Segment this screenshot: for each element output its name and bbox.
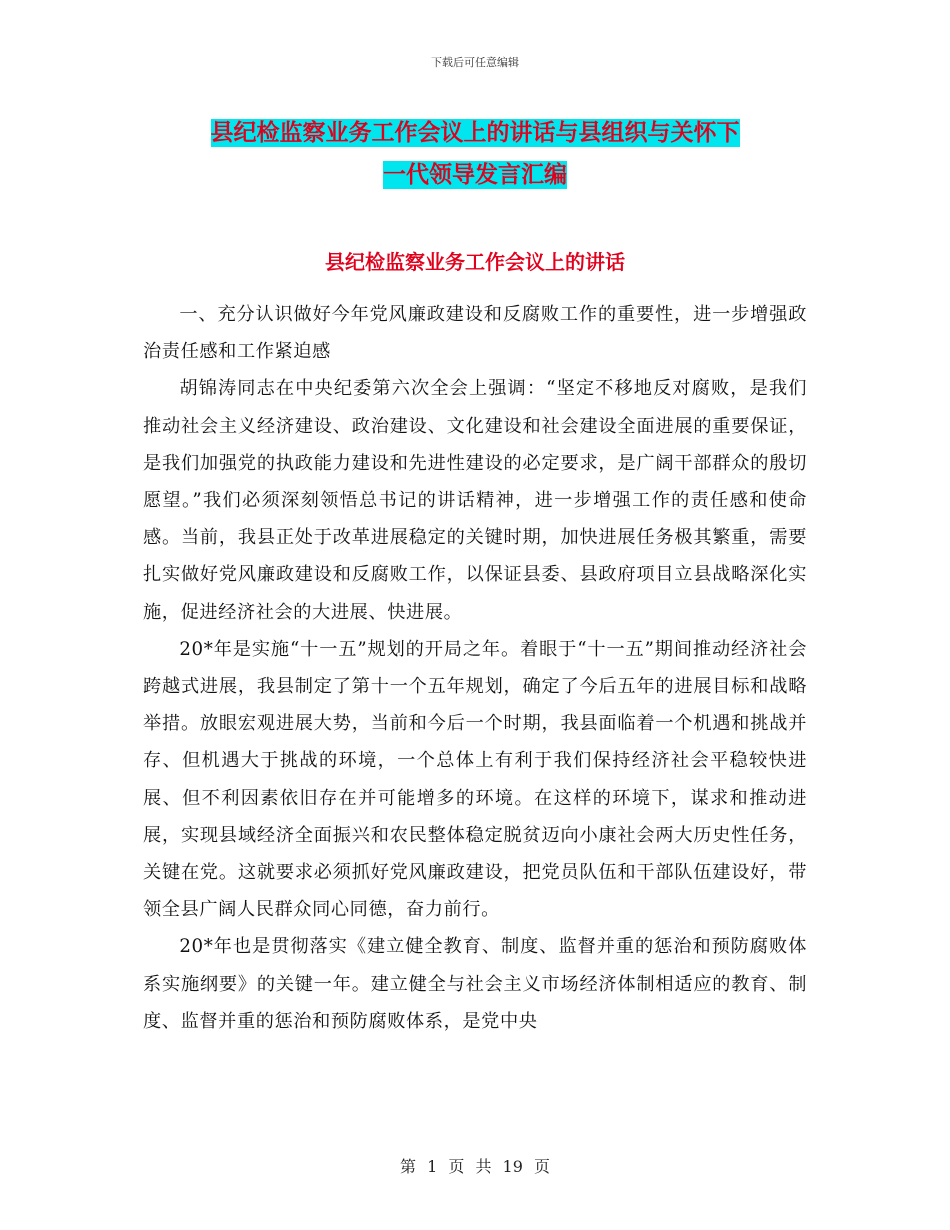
paragraph: 一、充分认识做好今年党风廉政建设和反腐败工作的重要性，进一步增强政治责任感和工作紧迫感 — [143, 304, 807, 363]
document-title-line-2: 一代领导发言汇编 — [383, 162, 567, 188]
paragraph: 胡锦涛同志在中央纪委第六次全会上强调：“坚定不移地反对腐败，是我们推动社会主义经济建设、政治建设、文化建设和社会建设全面进展的重要保证，是我们加强党的执政能力建设和先进性建设的必定要求，是广阔干部群众的殷切愿望。”我们必须深刻领悟总书记的讲话精神，进一步增强工作的责任感和使命感。当前，我县正处于改革进展稳定的关键时期，加快进展任务极其繁重，需要扎实做好党风廉政建设和反腐败工作，以保证县委、县政府项目立县战略深化实施，促进经济社会的大进展、快进展。 — [143, 378, 807, 623]
section-title: 县纪检监察业务工作会议上的讲话 — [325, 250, 625, 274]
document-title — [150, 112, 800, 196]
page-number-footer: 第 1 页 共 19 页 — [400, 1157, 550, 1176]
document-title-line-1: 县纪检监察业务工作会议上的讲话与县组织与关怀下 — [210, 120, 740, 146]
paragraph: 20*年是实施“十一五”规划的开局之年。着眼于“十一五”期间推动经济社会跨越式进展，我县制定了第十一个五年规划，确定了今后五年的进展目标和战略举措。放眼宏观进展大势，当前和今后一个时期，我县面临着一个机遇和挑战并存、但机遇大于挑战的环境，一个总体上有利于我们保持经济社会平稳较快进展、但不利因素依旧存在并可能增多的环境。在这样的环境下，谋求和推动进展，实现县域经济全面振兴和农民整体稳定脱贫迈向小康社会两大历史性任务，关键在党。这就要求必须抓好党风廉政建设，把党员队伍和干部队伍建设好，带领全县广阔人民群众同心同德，奋力前行。 — [143, 638, 807, 921]
paragraph: 20*年也是贯彻落实《建立健全教育、制度、监督并重的惩治和预防腐败体系实施纲要》的关键一年。建立健全与社会主义市场经济体制相适应的教育、制度、监督并重的惩治和预防腐败体系，是党中央 — [143, 936, 807, 1032]
header-note: 下载后可任意编辑 — [431, 56, 519, 69]
body-text — [143, 296, 807, 1040]
